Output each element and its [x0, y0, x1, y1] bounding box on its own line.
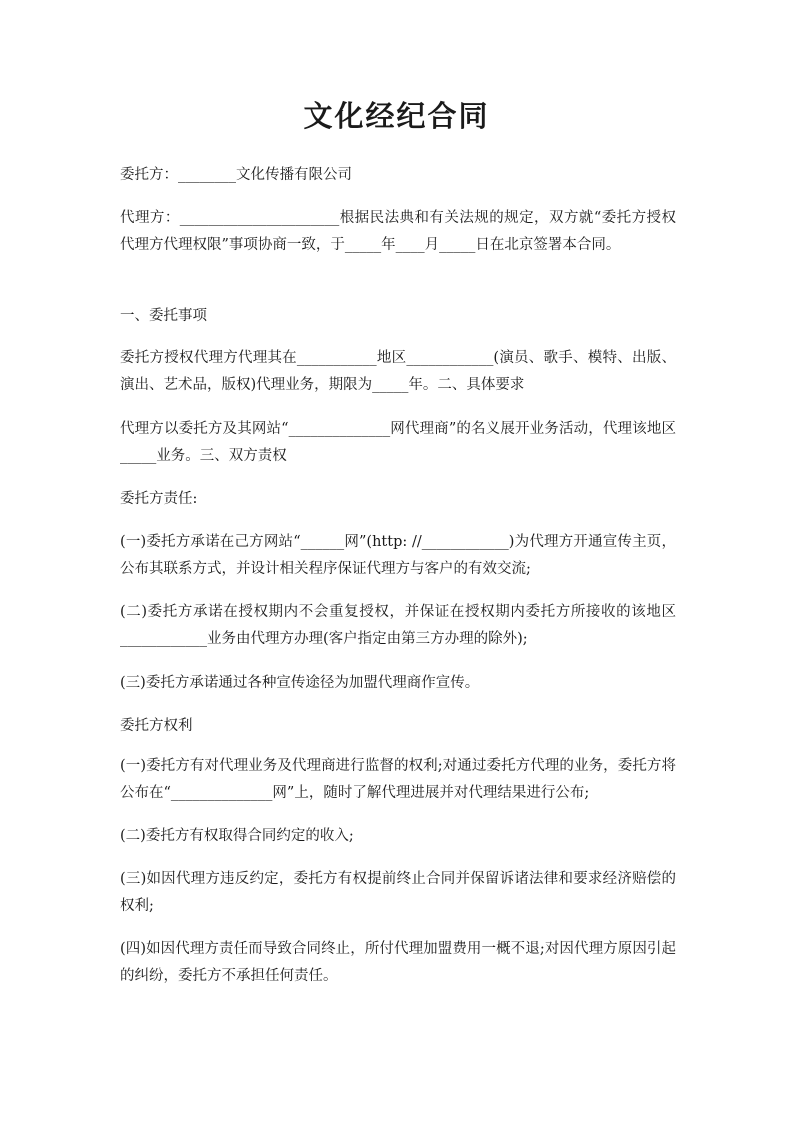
client-responsibilities-heading: 委托方责任: [120, 491, 198, 507]
client-responsibility-item-3: (三)委托方承诺通过各种宣传途径为加盟代理商作宣传。 [120, 675, 480, 691]
section-heading-entrusted-matters: 一、委托事项 [120, 308, 207, 324]
agent-activities-paragraph: 代理方以委托方及其网站“______________网代理商”的名义展开业务活动，代理该地区_____业务。三、双方责权 [120, 421, 676, 464]
client-rights-item-2: (二)委托方有权取得合同约定的收入; [120, 828, 354, 844]
client-rights-heading: 委托方权利 [120, 718, 193, 734]
client-responsibility-item-1: (一)委托方承诺在己方网站“______网”(http: //____________)为代理方开通宣传主页，公布其联系方式，并设计相关程序保证代理方与客户的有效交流; [120, 534, 676, 577]
client-rights-item-4: (四)如因代理方责任而导致合同终止，所付代理加盟费用一概不退;对因代理方原因引起的纠纷，委托方不承担任何责任。 [120, 941, 676, 984]
client-rights-item-3: (三)如因代理方违反约定，委托方有权提前终止合同并保留诉诸法律和要求经济赔偿的权利; [120, 871, 676, 914]
entrusted-matters-paragraph: 委托方授权代理方代理其在___________地区____________(演员、歌手、模特、出版、演出、艺术品，版权)代理业务，期限为_____年。二、具体要求 [120, 350, 676, 393]
client-responsibility-item-2: (二)委托方承诺在授权期内不会重复授权，并保证在授权期内委托方所接收的该地区____________业务由代理方办理(客户指定由第三方办理的除外); [120, 604, 676, 647]
client-party-line: 委托方：________文化传播有限公司 [120, 167, 352, 183]
client-rights-item-1: (一)委托方有对代理业务及代理商进行监督的权利;对通过委托方代理的业务，委托方将公布在“______________网”上，随时了解代理进展并对代理结果进行公布; [120, 758, 676, 801]
agent-party-paragraph: 代理方：______________________根据民法典和有关法规的规定，双方就“委托方授权代理方代理权限”事项协商一致，于_____年____月_____日在北京签署本合同。 [120, 210, 676, 253]
document-title: 文化经纪合同 [303, 99, 490, 133]
